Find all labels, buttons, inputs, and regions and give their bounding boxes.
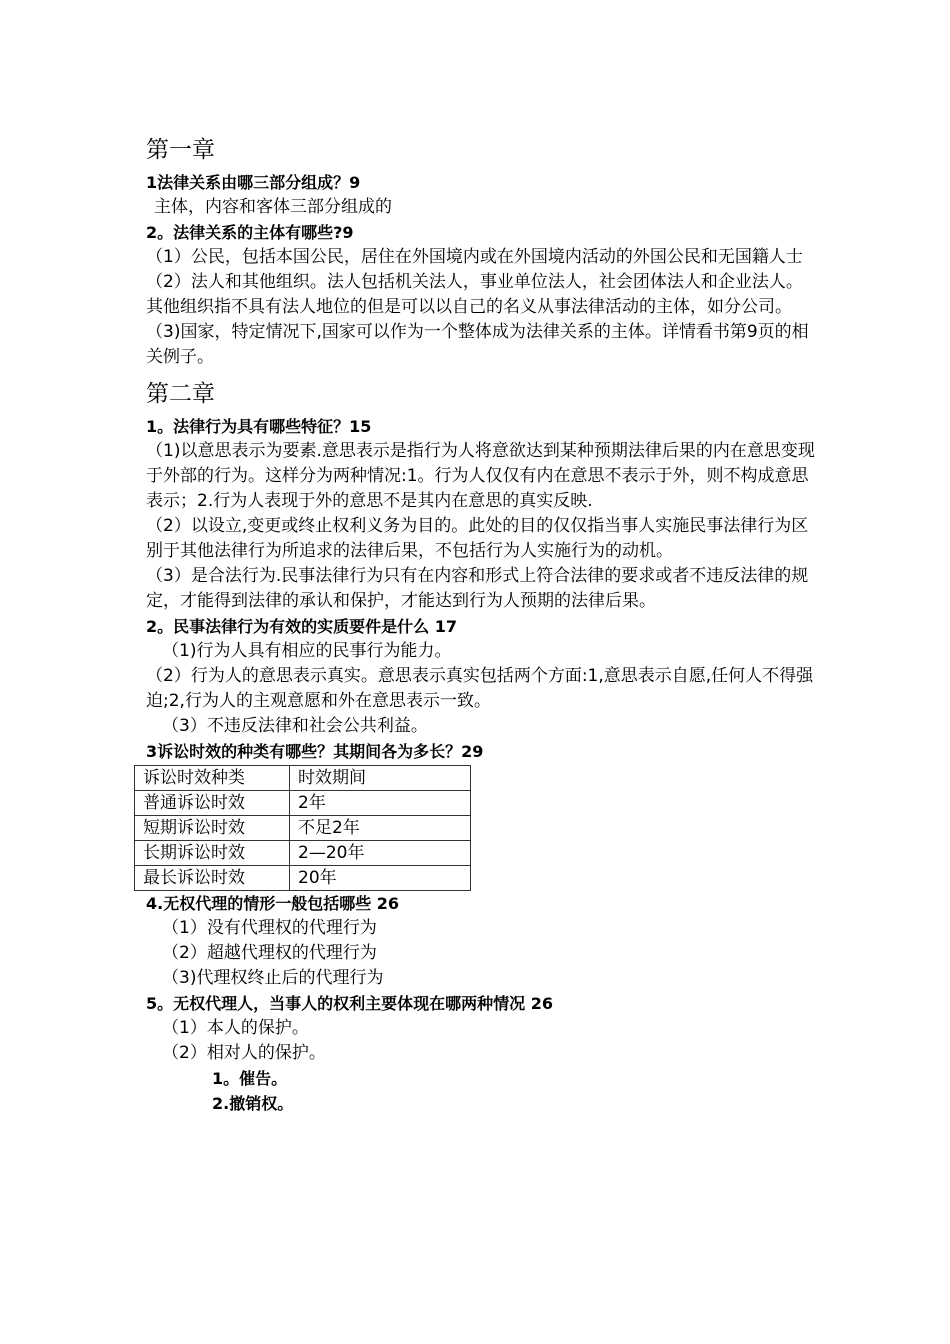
- chapter-2-title: 第二章: [146, 381, 215, 407]
- table-cell: 2年: [290, 791, 471, 816]
- chapter-1-title: 第一章: [146, 137, 215, 163]
- ch1-question-1: 1法律关系由哪三部分组成？9: [146, 173, 361, 192]
- table-row: [135, 791, 471, 816]
- limitation-period-table: [134, 765, 471, 891]
- table-header-cell: 时效期间: [290, 766, 471, 791]
- ch2-answer-5-subitem-1: 1。催告。: [212, 1069, 288, 1088]
- table-cell: 短期诉讼时效: [135, 816, 290, 841]
- ch2-answer-1-item-3: （3）是合法行为.民事法律行为只有在内容和形式上符合法律的要求或者不违反法律的规定，才能得到法律的承认和保护，才能达到行为人预期的法律后果。: [146, 566, 809, 611]
- ch1-answer-2-item-3: （3)国家，特定情况下,国家可以作为一个整体成为法律关系的主体。详情看书第9页的相关例子。: [146, 322, 809, 367]
- table-row: [135, 866, 471, 891]
- ch2-question-3: 3诉讼时效的种类有哪些？其期间各为多长？29: [146, 742, 484, 761]
- ch1-answer-1: 主体，内容和客体三部分组成的: [154, 197, 392, 217]
- ch2-answer-2-item-3: （3）不违反法律和社会公共利益。: [162, 716, 428, 736]
- ch2-question-4: 4.无权代理的情形一般包括哪些 26: [146, 894, 400, 913]
- table-cell: 2—20年: [290, 841, 471, 866]
- ch2-answer-5-item-2: （2）相对人的保护。: [162, 1043, 326, 1063]
- table-row: [135, 841, 471, 866]
- ch2-question-5: 5。无权代理人，当事人的权利主要体现在哪两种情况 26: [146, 994, 553, 1013]
- ch2-question-1: 1。法律行为具有哪些特征？15: [146, 417, 372, 436]
- document-page: [143, 134, 816, 1116]
- table-header-row: [135, 766, 471, 791]
- ch2-answer-1-item-1: （1)以意思表示为要素.意思表示是指行为人将意欲达到某种预期法律后果的内在意思变现于外部的行为。这样分为两种情况:1。行为人仅仅有内在意思不表示于外，则不构成意思表示；2.行为人表现于外的意思不是其内在意思的真实反映.: [146, 441, 815, 511]
- ch2-answer-5-item-1: （1）本人的保护。: [162, 1018, 309, 1038]
- ch2-answer-5-subitem-2: 2.撤销权。: [212, 1094, 294, 1113]
- ch2-answer-4-item-1: （1）没有代理权的代理行为: [162, 918, 377, 938]
- ch2-answer-4-item-3: （3)代理权终止后的代理行为: [162, 968, 384, 988]
- ch2-answer-2-item-1: （1)行为人具有相应的民事行为能力。: [162, 641, 452, 661]
- table-cell: 最长诉讼时效: [135, 866, 290, 891]
- ch1-answer-2-item-1: （1）公民，包括本国公民，居住在外国境内或在外国境内活动的外国公民和无国籍人士: [146, 247, 803, 267]
- ch2-answer-4-item-2: （2）超越代理权的代理行为: [162, 943, 377, 963]
- table-header-cell: 诉讼时效种类: [135, 766, 290, 791]
- table-cell: 不足2年: [290, 816, 471, 841]
- ch1-question-2: 2。法律关系的主体有哪些?9: [146, 223, 354, 242]
- ch2-answer-2-item-2: （2）行为人的意思表示真实。意思表示真实包括两个方面:1,意思表示自愿,任何人不得强迫;2,行为人的主观意愿和外在意思表示一致。: [146, 666, 814, 711]
- table-row: [135, 816, 471, 841]
- ch2-answer-1-item-2: （2）以设立,变更或终止权利义务为目的。此处的目的仅仅指当事人实施民事法律行为区别于其他法律行为所追求的法律后果，不包括行为人实施行为的动机。: [146, 516, 809, 561]
- ch1-answer-2-item-2: （2）法人和其他组织。法人包括机关法人，事业单位法人，社会团体法人和企业法人。其他组织指不具有法人地位的但是可以以自己的名义从事法律活动的主体，如分公司。: [146, 272, 803, 317]
- table-cell: 普通诉讼时效: [135, 791, 290, 816]
- table-cell: 长期诉讼时效: [135, 841, 290, 866]
- ch2-question-2: 2。民事法律行为有效的实质要件是什么 17: [146, 617, 457, 636]
- table-cell: 20年: [290, 866, 471, 891]
